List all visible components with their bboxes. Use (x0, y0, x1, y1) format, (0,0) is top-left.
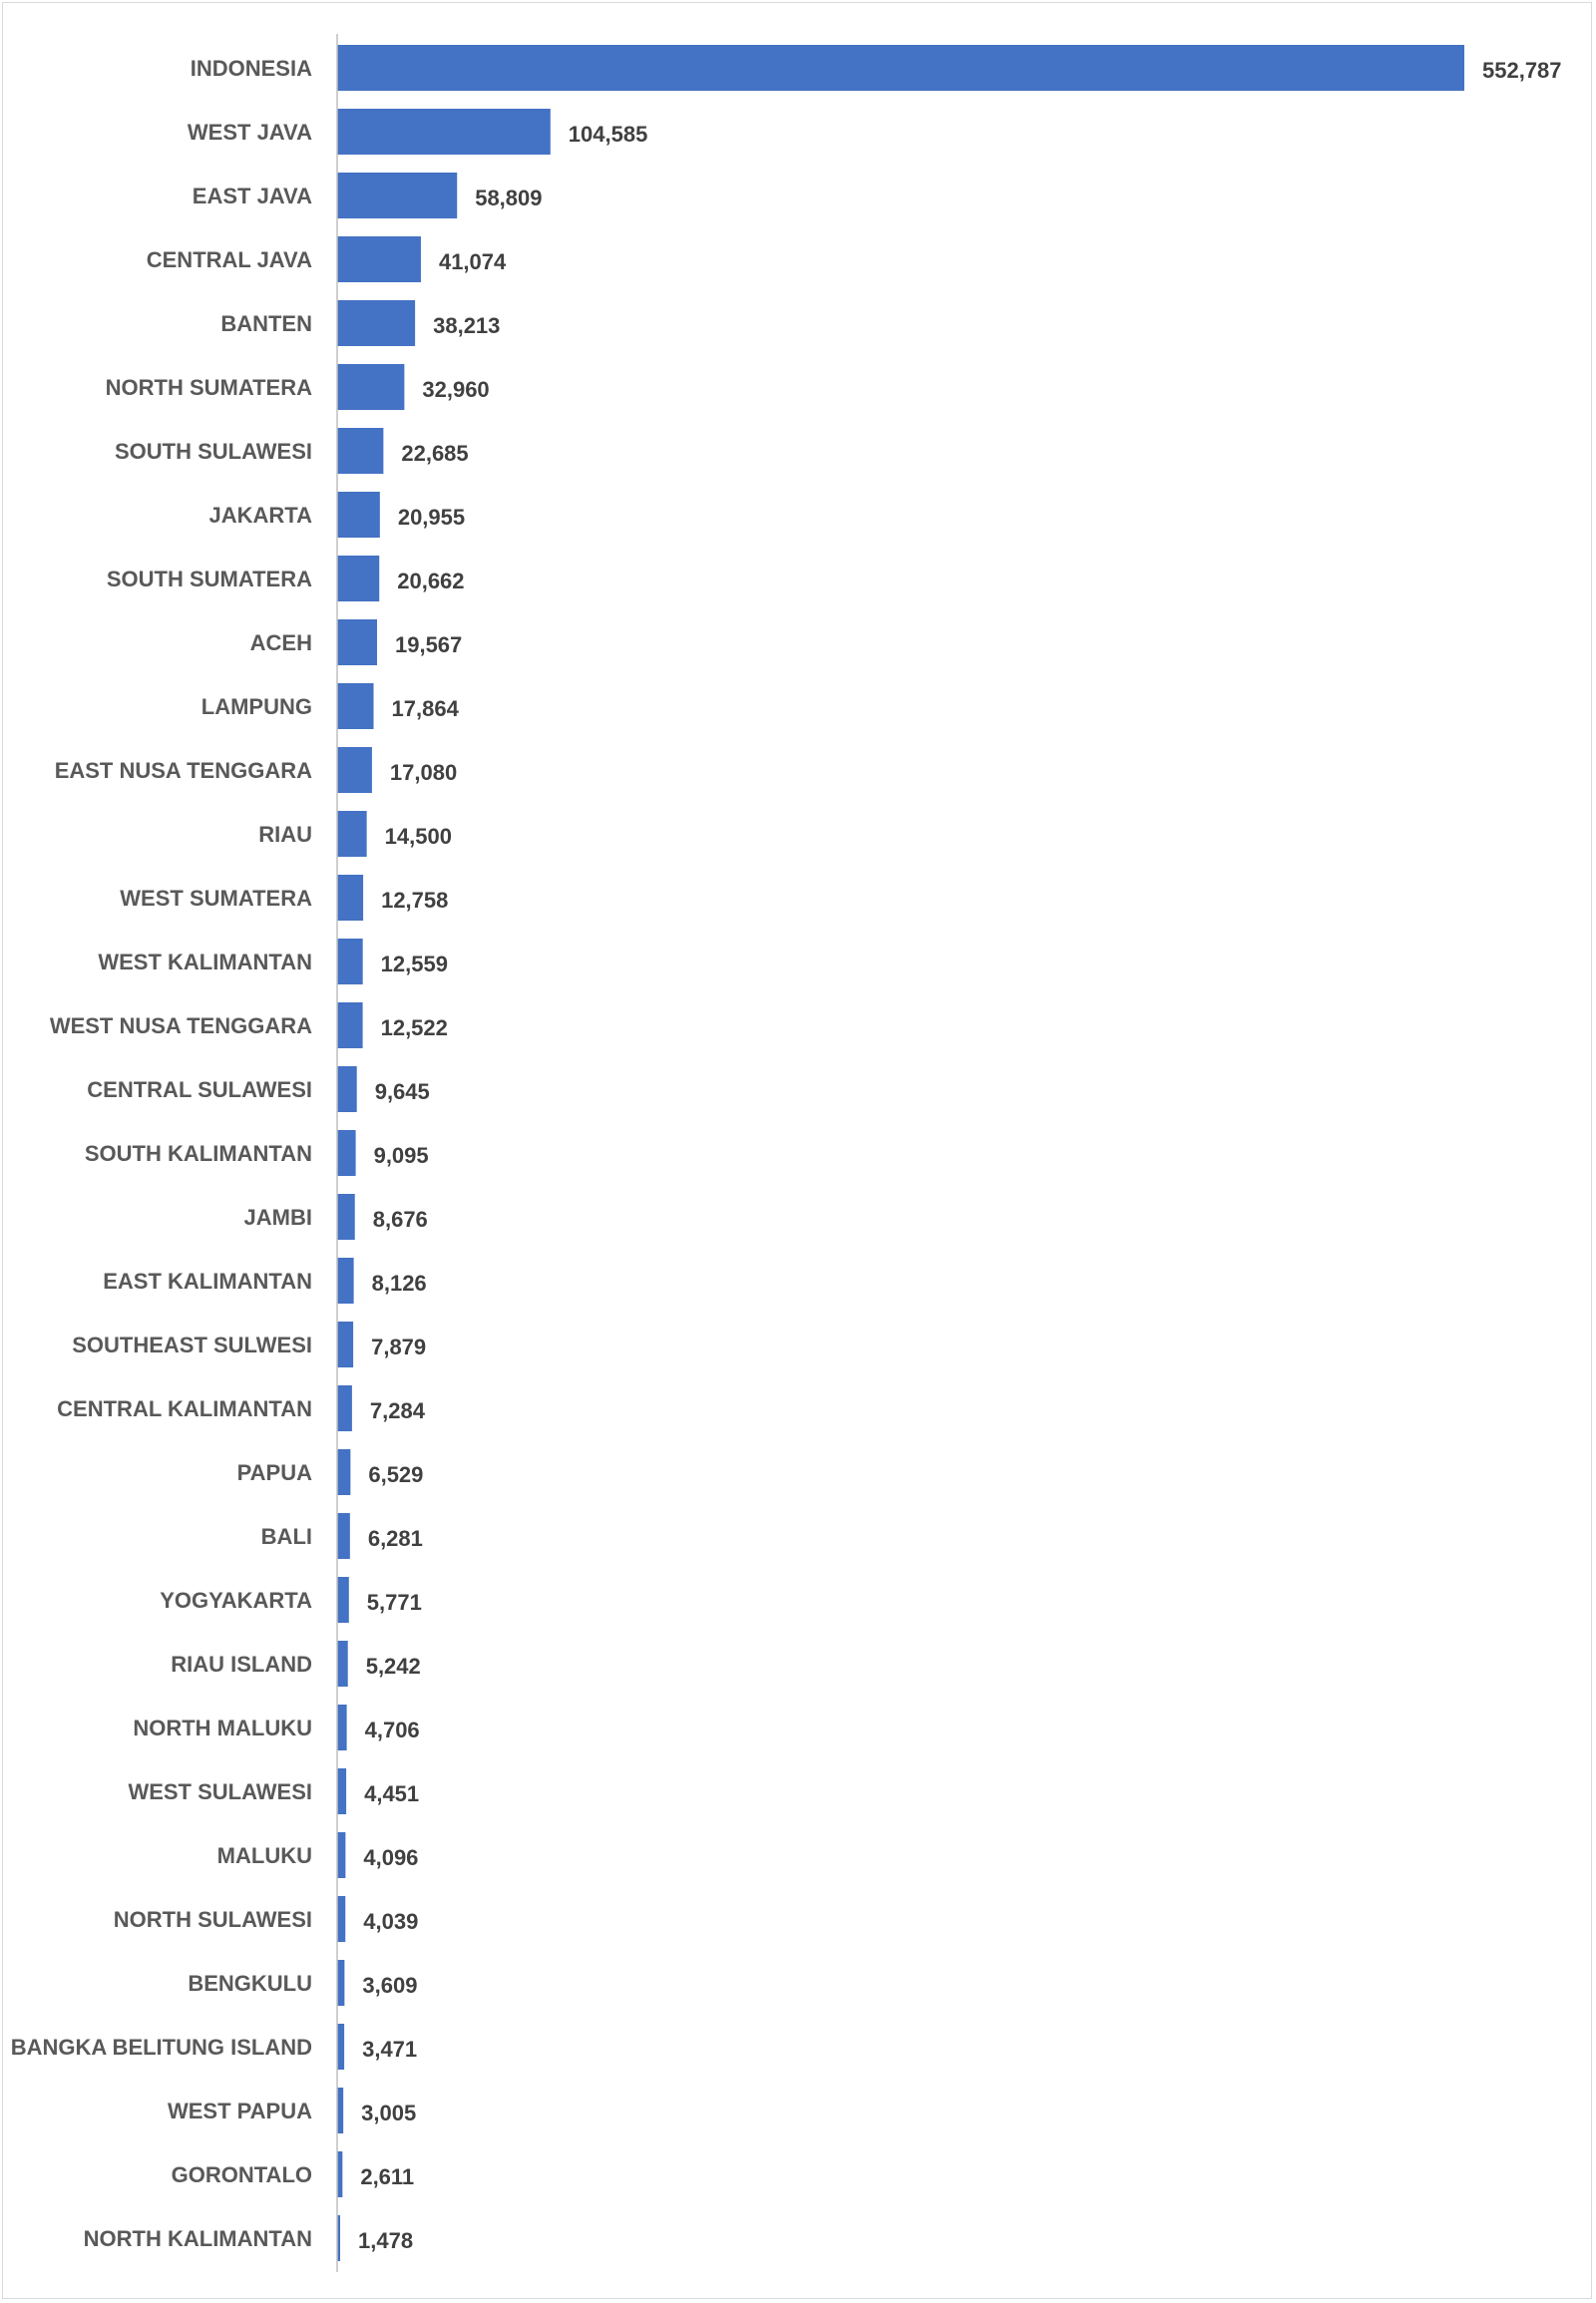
bar (337, 1194, 355, 1240)
value-label: 3,471 (362, 2037, 418, 2062)
bar (337, 1641, 348, 1687)
value-label: 4,451 (364, 1781, 420, 1806)
value-label: 32,960 (422, 377, 490, 402)
category-label: SOUTH KALIMANTAN (84, 1141, 312, 1166)
bar (337, 45, 1464, 91)
category-label: INDONESIA (190, 56, 312, 81)
bar (337, 619, 377, 665)
value-label: 3,005 (361, 2101, 417, 2125)
value-label: 2,611 (360, 2164, 415, 2189)
category-label: EAST NUSA TENGGARA (54, 758, 312, 783)
bar (337, 364, 404, 410)
category-label: JAMBI (243, 1205, 312, 1230)
value-label: 41,074 (438, 249, 507, 274)
category-label: BALI (260, 1524, 312, 1549)
value-label: 17,864 (391, 696, 459, 721)
bar (337, 683, 374, 729)
category-label: BANGKA BELITUNG ISLAND (10, 2035, 312, 2060)
category-label: EAST KALIMANTAN (103, 1269, 312, 1294)
value-label: 5,771 (366, 1590, 422, 1615)
bar (337, 1896, 345, 1942)
category-label: WEST SULAWESI (128, 1779, 312, 1804)
value-label: 1,478 (358, 2228, 414, 2253)
category-label: SOUTH SULAWESI (114, 439, 312, 464)
value-label: 9,645 (374, 1079, 430, 1104)
value-label: 552,787 (1482, 58, 1562, 83)
category-label: GORONTALO (171, 2162, 312, 2187)
bar (337, 2024, 344, 2070)
category-label: WEST PAPUA (167, 2099, 312, 2123)
bar (337, 492, 380, 538)
category-label: EAST JAVA (192, 184, 312, 208)
value-label: 104,585 (568, 122, 648, 147)
category-label: LAMPUNG (200, 694, 312, 719)
value-label: 19,567 (394, 632, 463, 657)
bar (337, 1322, 353, 1367)
category-label: MALUKU (216, 1843, 312, 1868)
category-label: SOUTHEAST SULWESI (72, 1333, 312, 1357)
bar (337, 811, 367, 857)
category-label: WEST KALIMANTAN (98, 950, 312, 974)
bar (337, 556, 379, 601)
category-label: CENTRAL KALIMANTAN (57, 1396, 312, 1421)
bars-group (337, 45, 1464, 2261)
value-label: 9,095 (373, 1143, 429, 1168)
bar (337, 2151, 342, 2197)
category-label: NORTH SULAWESI (113, 1907, 312, 1932)
category-label: JAKARTA (208, 503, 312, 528)
value-label: 7,284 (369, 1398, 425, 1423)
value-labels-group (358, 58, 1562, 2253)
bar (337, 1768, 346, 1814)
value-label: 12,758 (381, 888, 449, 913)
value-label: 6,529 (368, 1462, 424, 1487)
value-label: 14,500 (384, 824, 452, 849)
value-label: 7,879 (371, 1335, 427, 1359)
category-label: RIAU (258, 822, 312, 847)
value-label: 17,080 (389, 760, 458, 785)
value-label: 3,609 (362, 1973, 418, 1998)
value-label: 38,213 (433, 313, 501, 338)
bar (337, 1385, 352, 1431)
category-label: BENGKULU (188, 1971, 312, 1996)
value-label: 20,955 (397, 505, 466, 530)
value-label: 58,809 (475, 186, 543, 210)
bar (337, 1130, 356, 1176)
bar (337, 1705, 347, 1750)
value-label: 22,685 (401, 441, 469, 466)
bar (337, 1066, 357, 1112)
category-label: NORTH SUMATERA (105, 375, 312, 400)
bar (337, 1449, 350, 1495)
category-label: NORTH KALIMANTAN (83, 2226, 312, 2251)
value-label: 12,522 (380, 1015, 448, 1040)
category-label: WEST NUSA TENGGARA (49, 1013, 312, 1038)
value-label: 8,676 (372, 1207, 428, 1232)
value-label: 4,039 (363, 1909, 419, 1934)
bar (337, 300, 415, 346)
bar (337, 747, 372, 793)
bar (337, 1832, 345, 1878)
bar (337, 1960, 344, 2006)
bar (337, 1002, 363, 1048)
category-label: CENTRAL SULAWESI (87, 1077, 312, 1102)
category-label: RIAU ISLAND (171, 1652, 312, 1677)
category-label: WEST JAVA (187, 120, 312, 145)
category-label: WEST SUMATERA (120, 886, 312, 911)
category-label: CENTRAL JAVA (146, 247, 312, 272)
category-label: PAPUA (236, 1460, 312, 1485)
bar (337, 875, 363, 921)
value-label: 20,662 (397, 569, 465, 593)
category-label: NORTH MALUKU (133, 1716, 312, 1740)
bar (337, 1513, 350, 1559)
value-label: 4,706 (364, 1718, 420, 1742)
value-label: 5,242 (365, 1654, 421, 1679)
category-label: BANTEN (220, 311, 312, 336)
value-label: 8,126 (371, 1271, 427, 1296)
bar (337, 1258, 354, 1304)
bar (337, 1577, 349, 1623)
bar (337, 939, 363, 984)
value-label: 4,096 (363, 1845, 419, 1870)
bar (337, 2088, 343, 2133)
category-labels-group (11, 56, 312, 2251)
category-label: SOUTH SUMATERA (106, 567, 312, 591)
bar (337, 428, 383, 474)
category-label: YOGYAKARTA (160, 1588, 312, 1613)
bar (337, 173, 457, 218)
category-label: ACEH (249, 630, 312, 655)
value-label: 6,281 (367, 1526, 423, 1551)
bar (337, 236, 421, 282)
value-label: 12,559 (380, 952, 448, 976)
bar (337, 109, 551, 155)
